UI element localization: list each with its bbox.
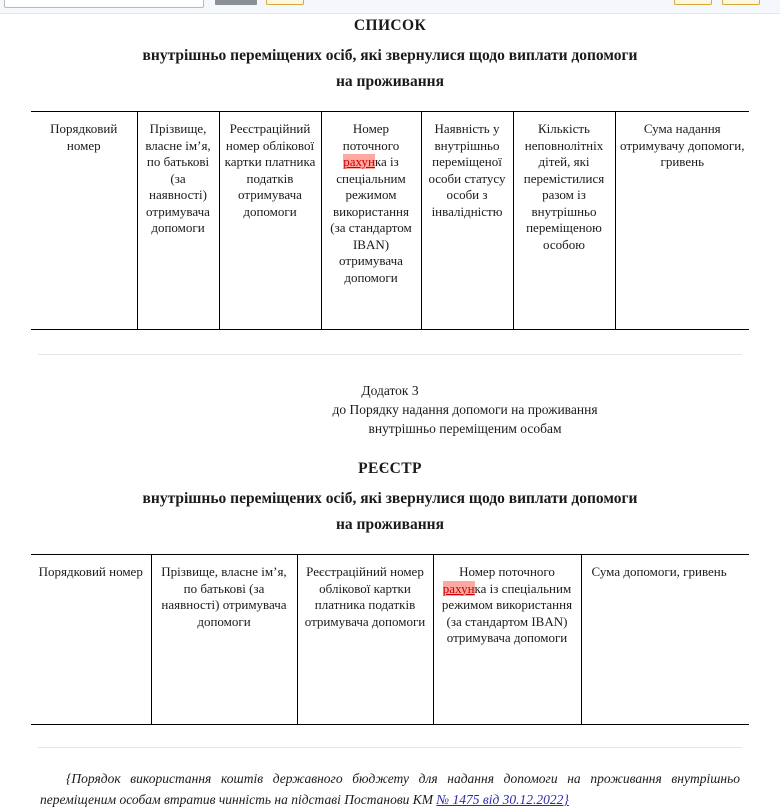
column-header-sequence-number: Порядковий номер (31, 112, 137, 330)
list-table (31, 111, 749, 330)
iban-header-before: Номер поточного (459, 564, 555, 579)
spellcheck-highlight[interactable]: рахун (343, 154, 375, 169)
search-input[interactable] (4, 0, 204, 8)
registry-heading-subtitle-line2: на проживання (335, 516, 444, 533)
toolbar-gray-button[interactable] (215, 0, 257, 5)
registry-heading-title: РЕЄСТР (358, 460, 422, 477)
toolbar-yellow-button-3[interactable] (722, 0, 760, 5)
repeal-notice (40, 768, 740, 810)
toolbar-yellow-button-1[interactable] (266, 0, 304, 5)
column-header-sequence-number: Порядковий номер (31, 555, 151, 725)
repeal-notice-closing-brace: } (563, 792, 569, 807)
table-row (31, 112, 749, 330)
appendix-block (0, 381, 780, 438)
column-header-tax-number: Реєстраційний номер облікової картки платника податків отримувача допомоги (219, 112, 321, 330)
registry-heading-subtitle-line1: внутрішньо переміщених осіб, які звернулися щодо виплати допомоги (142, 490, 638, 507)
column-header-iban (433, 555, 581, 725)
appendix-reference-line-2: внутрішньо переміщеним особам (368, 421, 562, 436)
table-row (31, 555, 749, 725)
list-heading-subtitle-line2: на проживання (335, 73, 444, 90)
column-header-full-name: Прізвище, власне імʼя, по батькові (за наявності) отримувача допомоги (151, 555, 297, 725)
column-header-disability-status: Наявність у внутрішньо переміщеної особи статусу особи з інвалідністю (421, 112, 513, 330)
iban-header-after: ка із спеціальним режимом використання (за стандартом IBAN) отримувача допомоги (330, 154, 412, 285)
column-header-iban (321, 112, 421, 330)
list-heading-title: СПИСОК (353, 17, 427, 34)
list-heading-subtitle-line1: внутрішньо переміщених осіб, які звернулися щодо виплати допомоги (142, 47, 638, 64)
spellcheck-highlight[interactable]: рахун (442, 580, 475, 596)
document-page (0, 14, 780, 807)
top-toolbar (0, 0, 780, 14)
column-header-aid-amount: Сума надання отримувачу допомоги, гривень (615, 112, 749, 330)
column-header-tax-number: Реєстраційний номер облікової картки платника податків отримувача допомоги (297, 555, 433, 725)
appendix-number: Додаток 3 (361, 383, 419, 398)
appendix-reference-line-1: до Порядку надання допомоги на проживання (332, 402, 598, 417)
iban-header-after: ка із спеціальним режимом використання (за стандартом IBAN) отримувача допомоги (441, 580, 573, 645)
registry-table (31, 554, 749, 725)
column-header-aid-amount: Сума допомоги, гривень (581, 555, 749, 725)
column-header-full-name: Прізвище, власне імʼя, по батькові (за наявності) отримувача допомоги (137, 112, 219, 330)
repeal-notice-text: {Порядок використання коштів державного бюджету для надання допомоги на проживання внутрішньо переміщеним особам втратив чинність на підставі Постанови КМ (40, 771, 740, 807)
toolbar-yellow-button-2[interactable] (674, 0, 712, 5)
resolution-link[interactable]: № 1475 від 30.12.2022 (436, 792, 564, 807)
iban-header-before: Номер поточного (342, 121, 400, 153)
column-header-minor-children-count: Кількість неповнолітніх дітей, які перемістилися разом із внутрішньо переміщеною особою (513, 112, 615, 330)
